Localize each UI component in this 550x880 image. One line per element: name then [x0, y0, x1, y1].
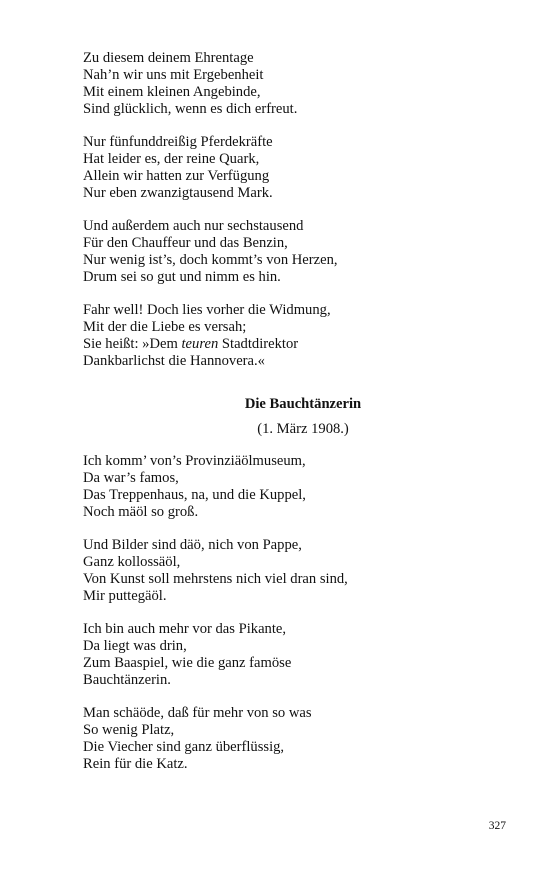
verse-line: Zum Baaspiel, wie die ganz famöse	[83, 655, 292, 672]
verse-line	[83, 336, 463, 353]
verse-line: Mit einem kleinen Angebinde,	[83, 84, 261, 101]
verse-line: Die Viecher sind ganz überflüssig,	[83, 739, 285, 756]
verse-line: Und Bilder sind däö, nich von Pappe,	[83, 537, 302, 553]
stanza	[83, 50, 463, 118]
verse-line: Bauchtänzerin.	[83, 672, 171, 689]
verse-line: Dankbarlichst die Hannovera.«	[83, 353, 265, 370]
poem-date: (1. März 1908.)	[257, 421, 349, 437]
verse-line: Noch mäöl so groß.	[83, 504, 199, 521]
stanza	[83, 218, 463, 286]
verse-line: Drum sei so gut und nimm es hin.	[83, 269, 281, 286]
verse-line: Nah’n wir uns mit Ergebenheit	[83, 67, 264, 84]
poem-title: Die Bauchtänzerin	[244, 396, 362, 412]
verse-line: So wenig Platz,	[83, 722, 175, 739]
emphasized-word: teuren	[181, 336, 219, 353]
verse-line: Ich bin auch mehr vor das Pikante,	[83, 621, 287, 637]
verse-fragment: Stadtdirektor	[218, 336, 299, 353]
verse-line: Das Treppenhaus, na, und die Kuppel,	[83, 487, 306, 504]
page-number: 327	[488, 820, 506, 832]
stanza	[83, 705, 463, 773]
verse-line: Rein für die Katz.	[83, 756, 188, 773]
verse-line: Mir puttegäöl.	[83, 588, 167, 605]
verse-line: Nur wenig ist’s, doch kommt’s von Herzen,	[83, 252, 338, 269]
verse-line: Nur eben zwanzigtausend Mark.	[83, 185, 273, 202]
stanza	[83, 537, 463, 605]
verse-line: Zu diesem deinem Ehrentage	[83, 50, 254, 66]
verse-line: Ich komm’ von’s Provinziäölmuseum,	[83, 453, 306, 469]
verse-line: Für den Chauffeur und das Benzin,	[83, 235, 288, 252]
stanza	[83, 302, 463, 370]
verse-line: Allein wir hatten zur Verfügung	[83, 168, 270, 185]
verse-line: Da liegt was drin,	[83, 638, 187, 655]
verse-line: Da war’s famos,	[83, 470, 179, 487]
verse-line: Mit der die Liebe es versah;	[83, 319, 247, 336]
verse-line: Man schäöde, daß für mehr von so was	[83, 705, 312, 721]
verse-line: Sind glücklich, wenn es dich erfreut.	[83, 101, 298, 118]
verse-fragment: Sie heißt: »Dem	[83, 336, 182, 353]
stanza	[83, 134, 463, 202]
verse-line: Von Kunst soll mehrstens nich viel dran sind,	[83, 571, 348, 588]
stanza	[83, 621, 463, 689]
verse-line: Fahr well! Doch lies vorher die Widmung,	[83, 302, 331, 318]
verse-line: Nur fünfunddreißig Pferdekräfte	[83, 134, 273, 150]
verse-line: Und außerdem auch nur sechstausend	[83, 218, 304, 234]
stanza	[83, 453, 463, 521]
verse-line: Hat leider es, der reine Quark,	[83, 151, 260, 168]
verse-line: Ganz kollossäöl,	[83, 554, 181, 571]
